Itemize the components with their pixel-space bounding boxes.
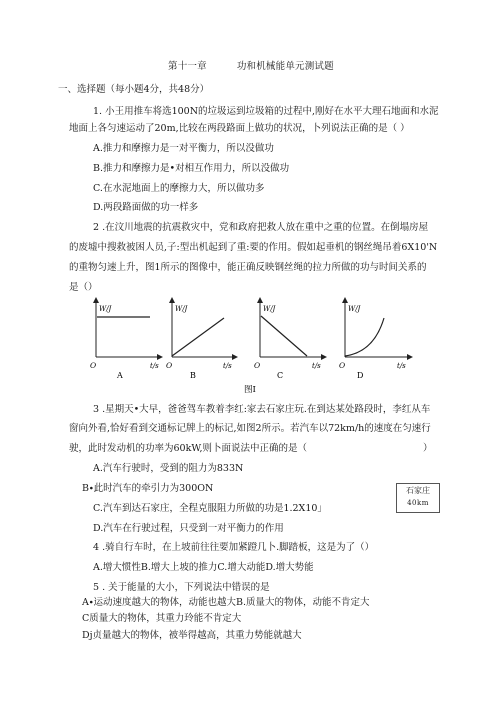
graph-b-ylabel: W/J	[175, 305, 188, 313]
q1-option-d: D.两段路面做的功一样多	[93, 202, 199, 213]
graph-d-ylabel: W/J	[348, 305, 361, 313]
graph-d-label: D	[357, 371, 364, 380]
q3-option-b: B∙此时汽车的牵引力为300ON	[82, 483, 214, 494]
q3-line-2: 窗向外看,恰好看到交通标记牌上的标记,如图2所示。若汽车以72km/h的速度在匀速行	[69, 423, 431, 434]
q4-options: A.增大惯性B.增大上坡的推力C.增大动能D.增大势能	[93, 562, 314, 573]
graph-a-xlabel: t/s	[150, 362, 159, 370]
graph-a-ylabel: W/J	[99, 305, 112, 313]
q2-line-3: 的重物匀速上升，图1所示的图像中，能正确反映钢丝绳的拉力所做的功与时间关系的	[69, 262, 427, 273]
q3-line-3: 驶，此时发动机的功率为60kW,则卜面说法中正确的是（	[69, 443, 307, 454]
q3-line-3-paren: ）	[423, 443, 433, 454]
q2-line-1: 2 .在汶川地震的抗震救灾中，党和政府把救人放在重中之重的位置。在倒塌房屋	[93, 222, 429, 233]
traffic-sign-distance: 40km	[407, 499, 429, 507]
graph-b-line	[172, 318, 224, 356]
graph-a-origin: O	[90, 361, 97, 370]
q3-option-d: D.汽车在行驶过程，只受到一对平衡力的作用	[93, 523, 284, 534]
graph-c-label: C	[277, 371, 284, 380]
traffic-sign	[396, 483, 440, 513]
graph-b	[166, 300, 235, 380]
graph-d-curve	[345, 318, 384, 356]
q2-line-4: 是（）	[69, 282, 98, 293]
graph-d	[339, 300, 410, 380]
graph-a-label: A	[117, 371, 123, 380]
graph-c-ylabel: W/J	[263, 305, 276, 313]
figure-1-caption: 图I	[244, 385, 256, 395]
q5-option-a: A∙运动速度越大的物体，动能也越大B.质量大的物体，动能不肯定大	[82, 597, 370, 608]
q3-line-1: 3 .星期天•大早，爸爸驾车教着李红:家去石家庄玩.在到达某处路段时，李红从车	[93, 404, 431, 415]
q4-line-1: 4 .骑自行车时，在上坡前往往要加紧蹬几卜.脚踏板，这是为了（）	[93, 542, 375, 553]
q5-option-d: Dj贞量越大的物体，被举得越高，其重力势能就越大	[82, 630, 302, 641]
q2-line-2: 的废墟中搜救被困人员,子:型出机起到了重:要的作用。假如起垂机的钢丝绳吊着6X10'N	[69, 242, 438, 253]
graph-c	[254, 300, 324, 380]
q1-option-a: A.推力和摩擦力是一对平衡力，所以没做功	[93, 143, 274, 154]
section-heading: 一、选择题（每小题4分，共48分）	[58, 84, 210, 95]
q1-option-c: C.在水泥地面上的摩擦力大，所以做功多	[93, 183, 265, 194]
graph-d-origin: O	[339, 361, 346, 370]
q5-option-c: C质量大的物体，其重力玲能不肯定大	[82, 613, 242, 624]
graph-d-xlabel: t/s	[397, 362, 406, 370]
traffic-sign-city: 石家庄	[406, 486, 430, 495]
q1-line-2: 地面上各匀速运动了20m,比较在两段路面上做功的状况，卜列说法正确的是（ ）	[69, 123, 410, 134]
graph-c-origin: O	[254, 361, 261, 370]
q3-option-a: A.汽车行驶时，受到的阻力为833N	[93, 463, 244, 474]
graph-b-origin: O	[166, 361, 173, 370]
q5-line-1: 5 . 关于能量的大小，下列说法中错误的是	[93, 582, 270, 593]
chapter-number: 第十一章	[168, 61, 207, 72]
graph-c-xlabel: t/s	[312, 362, 321, 370]
graph-c-line	[261, 316, 307, 356]
chapter-name: 功和机械能单元测试题	[236, 61, 334, 72]
q1-line-1: 1. 小王用推车将选100N的垃圾运到垃圾箱的过程中,刚好在水平大理石地面和水泥	[93, 106, 439, 117]
graph-a	[90, 300, 160, 380]
q1-option-b: B.推力和摩擦力是•对相互作用力，所以没做功	[93, 163, 290, 174]
graph-b-xlabel: t/s	[223, 362, 232, 370]
q3-option-c: C.汽车到达石家庄，全程克服阻力所做的功是1.2X10」	[93, 503, 327, 514]
graph-b-label: B	[190, 371, 196, 380]
